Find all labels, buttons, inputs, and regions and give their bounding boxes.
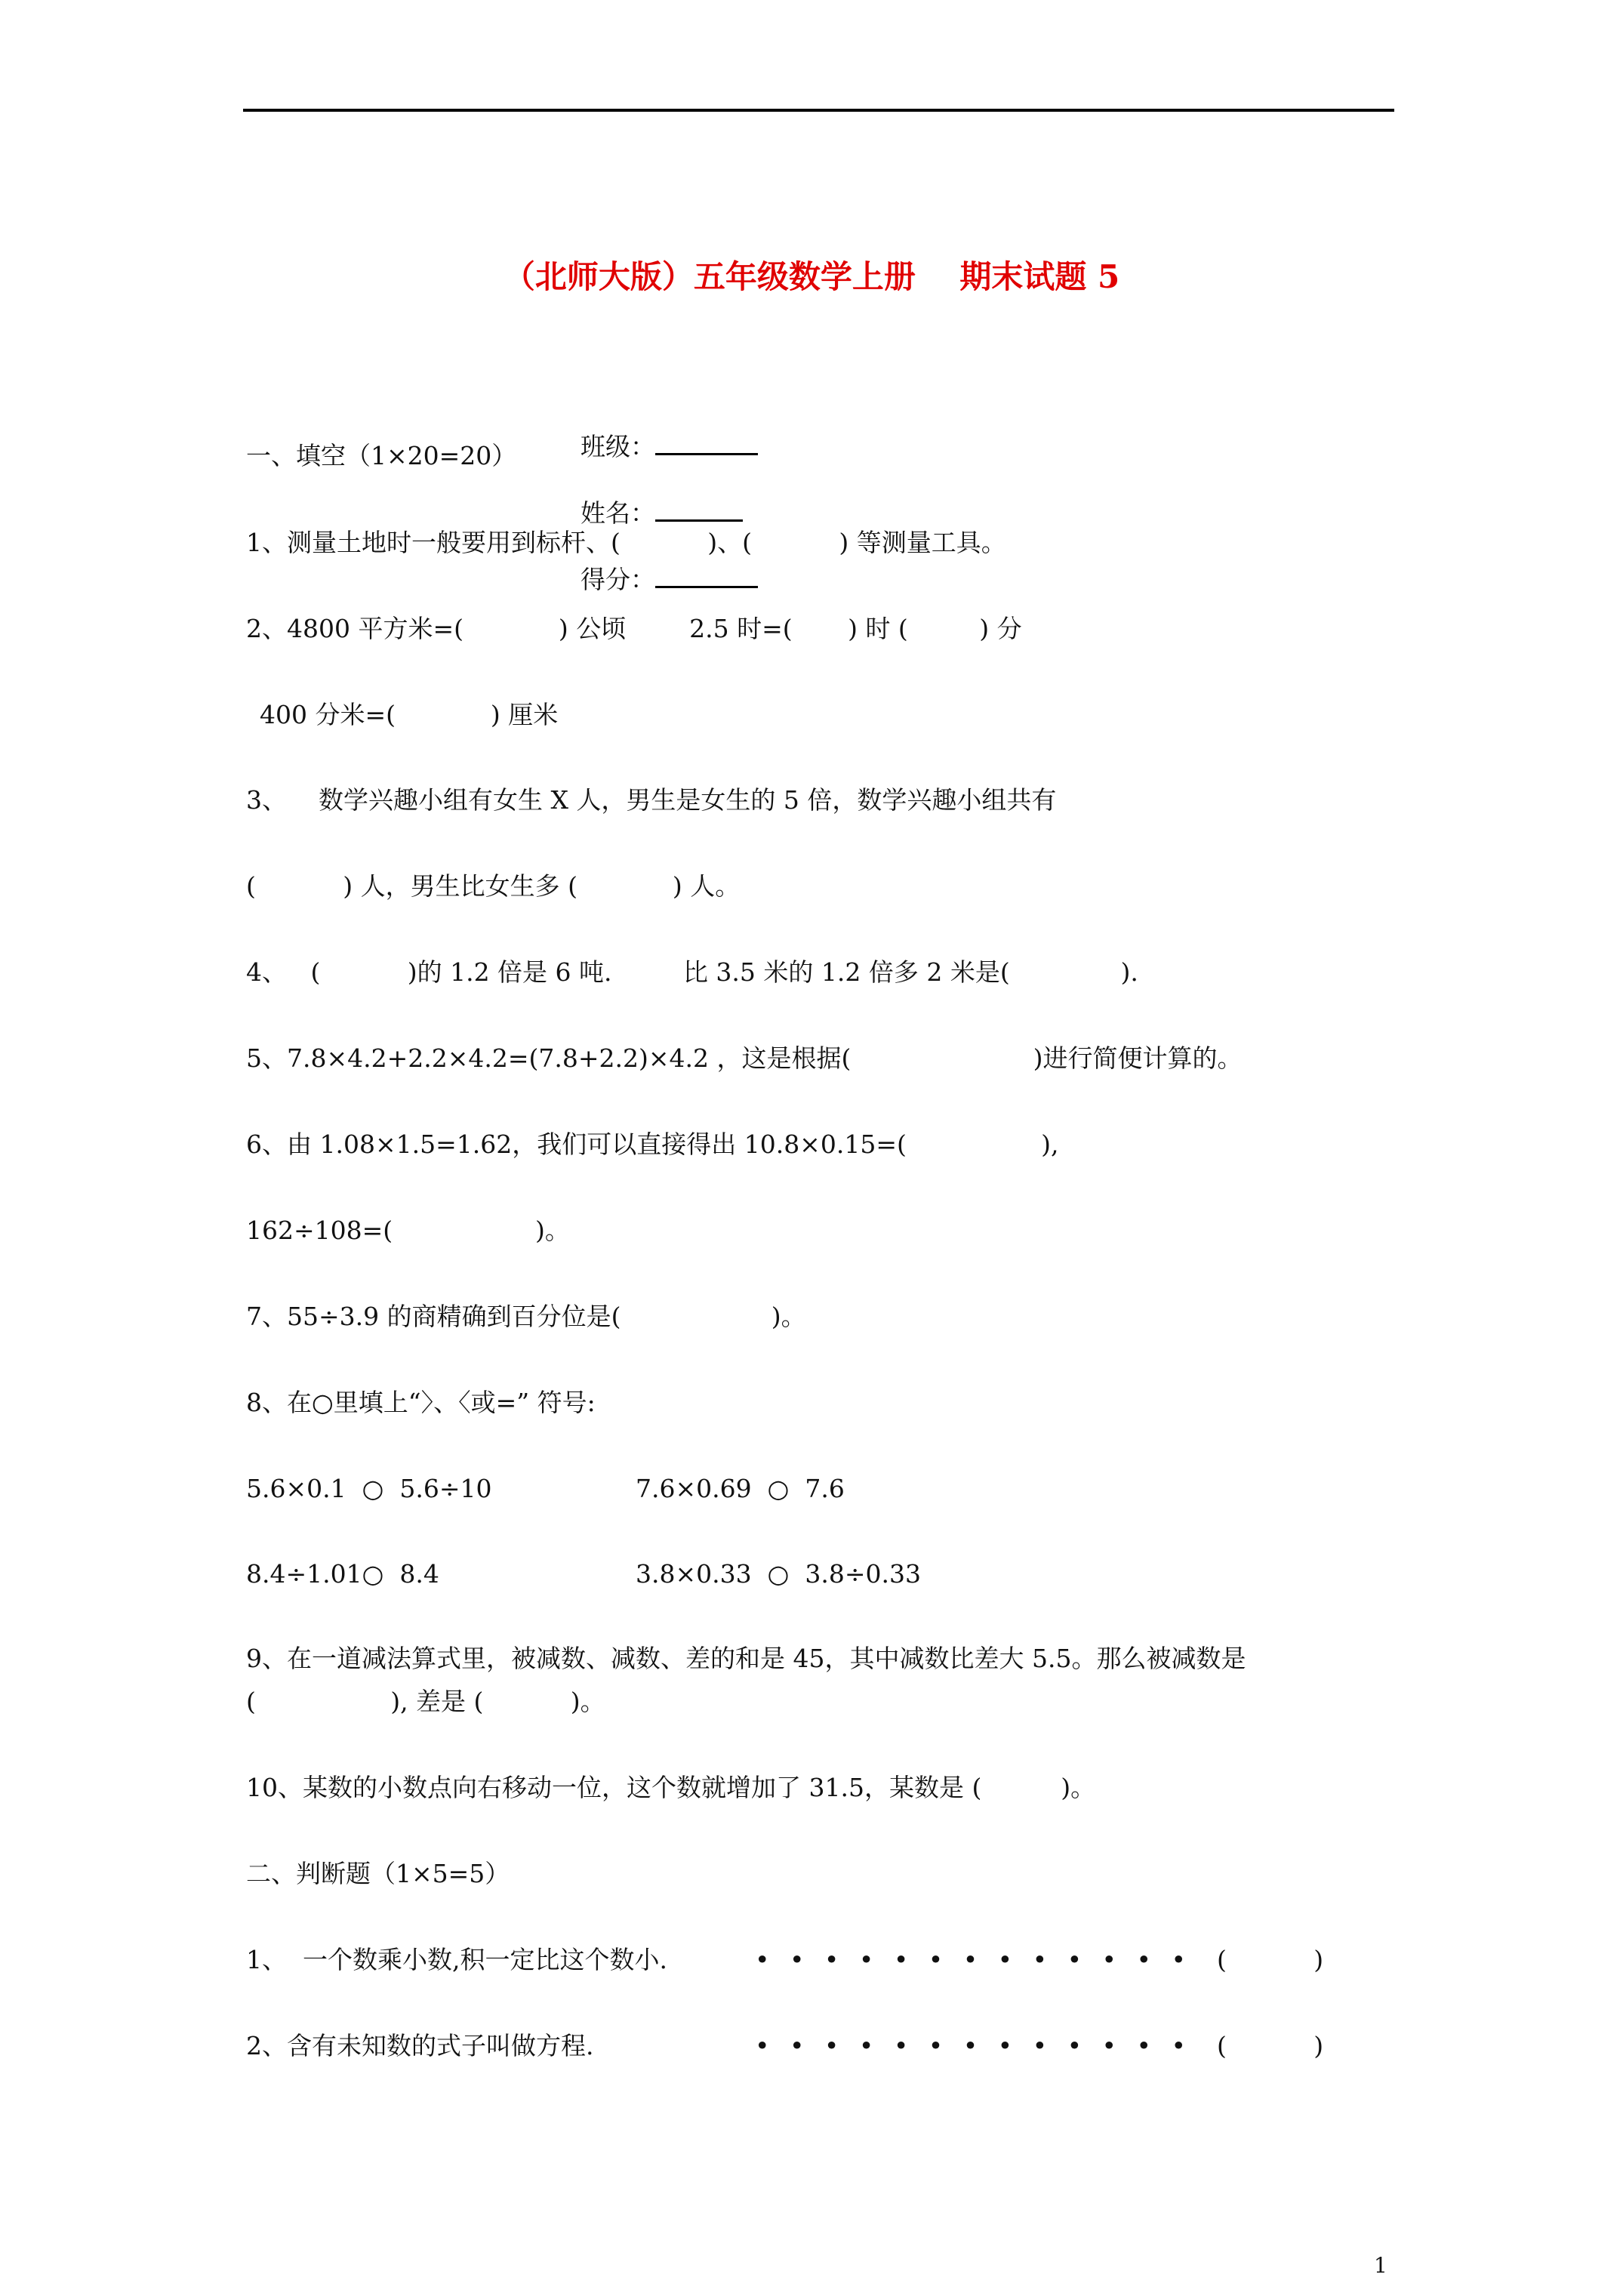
question-8-row1-right: 7.6×0.69 ○ 7.6 (636, 1474, 845, 1503)
question-3a: 3、 数学兴趣小组有女生 X 人，男生是女生的 5 倍，数学兴趣小组共有 (246, 785, 1057, 815)
question-10: 10、某数的小数点向右移动一位，这个数就增加了 31.5，某数是 ( )。 (246, 1773, 1096, 1802)
name-label: 姓名： (580, 498, 655, 528)
question-1: 1、测量土地时一般要用到标杆、( )、( ) 等测量工具。 (246, 528, 1006, 557)
question-8-row2-left: 8.4÷1.01○ 8.4 (246, 1559, 439, 1589)
question-8: 8、在○里填上“〉、〈或=” 符号: (246, 1388, 596, 1417)
header-rule (243, 109, 1394, 112)
score-label: 得分： (580, 565, 655, 594)
class-blank[interactable] (655, 430, 758, 455)
question-6b: 162÷108=( )。 (246, 1216, 570, 1245)
question-3b: ( ) 人，男生比女生多 ( ) 人。 (246, 871, 741, 901)
question-2a: 2、4800 平方米=( ) 公顷 2.5 时=( ) 时 ( ) 分 (246, 614, 1022, 643)
question-2b: 400 分米=( ) 厘米 (260, 700, 559, 729)
class-label: 班级： (580, 432, 655, 461)
question-8-row2-right: 3.8×0.33 ○ 3.8÷0.33 (636, 1559, 921, 1589)
student-info (565, 397, 758, 596)
score-blank[interactable] (655, 563, 758, 588)
page-number: 1 (1374, 2253, 1387, 2278)
page-title: （北师大版）五年级数学上册 期末试题 5 (503, 258, 1120, 295)
section2-heading: 二、判断题（1×5=5） (246, 1859, 510, 1888)
judge-1-answer[interactable]: ( ) (1217, 1945, 1324, 1974)
judge-1-dots: • • • • • • • • • • • • • (755, 1945, 1192, 1974)
judge-2-answer[interactable]: ( ) (1217, 2031, 1324, 2060)
question-9a: 9、在一道减法算式里，被减数、减数、差的和是 45，其中减数比差大 5.5。那么被减数是 (246, 1644, 1246, 1673)
name-blank[interactable] (655, 497, 743, 522)
judge-2-text: 2、含有未知数的式子叫做方程. (246, 2031, 594, 2060)
question-8-row1-left: 5.6×0.1 ○ 5.6÷10 (246, 1474, 492, 1503)
question-6a: 6、由 1.08×1.5=1.62，我们可以直接得出 10.8×0.15=( ), (246, 1130, 1059, 1159)
question-9b: ( ), 差是 ( )。 (246, 1687, 605, 1716)
question-5: 5、7.8×4.2+2.2×4.2=(7.8+2.2)×4.2 ，这是根据( )进行简便计算的。 (246, 1043, 1243, 1073)
judge-1-text: 1、 一个数乘小数,积一定比这个数小. (246, 1945, 667, 1974)
question-7: 7、55÷3.9 的商精确到百分位是( )。 (246, 1302, 806, 1331)
section1-heading: 一、填空（1×20=20） (246, 441, 517, 470)
question-4: 4、 ( )的 1.2 倍是 6 吨. 比 3.5 米的 1.2 倍多 2 米是( ). (246, 957, 1138, 987)
judge-2-dots: • • • • • • • • • • • • • (755, 2031, 1192, 2060)
